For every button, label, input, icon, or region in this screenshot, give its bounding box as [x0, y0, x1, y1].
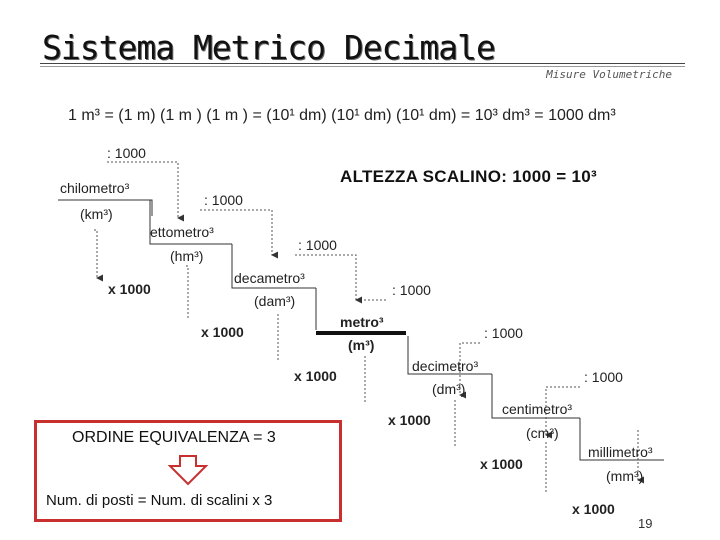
multiply-arrow-line — [94, 230, 97, 278]
step-symbol-cm3: (cm³) — [526, 425, 559, 441]
page-number: 19 — [638, 516, 653, 531]
divide-label: : 1000 — [204, 192, 243, 208]
multiply-label: x 1000 — [108, 281, 151, 297]
rule-box-title: ORDINE EQUIVALENZA = 3 — [72, 429, 276, 446]
step-symbol-dm3: (dm³) — [432, 381, 466, 397]
multiply-label: x 1000 — [572, 501, 615, 517]
step-label-dm3: decimetro³ — [412, 358, 479, 374]
slide-title: Sistema Metrico Decimale — [42, 28, 495, 67]
multiply-label: x 1000 — [388, 412, 431, 428]
multiply-arrow-line — [184, 266, 188, 318]
step-height-headline: ALTEZZA SCALINO: 1000 = 10³ — [340, 167, 598, 186]
rule-box-text: Num. di posti = Num. di scalini x 3 — [46, 492, 273, 509]
step-label-km3: chilometro³ — [60, 180, 130, 196]
divide-label: : 1000 — [298, 237, 337, 253]
step-symbol-mm3: (mm³) — [606, 468, 644, 484]
volume-formula: 1 m³ = (1 m) (1 m ) (1 m ) = (10¹ dm) (10¹ dm) (10¹ dm) = 10³ dm³ = 1000 dm³ — [68, 107, 616, 124]
multiply-label: x 1000 — [294, 368, 337, 384]
slide-subtitle: Misure Volumetriche — [546, 68, 672, 81]
step-label-m3: metro³ — [340, 314, 384, 330]
divide-label: : 1000 — [484, 325, 523, 341]
step-label-mm3: millimetro³ — [588, 444, 653, 460]
step-label-dam3: decametro³ — [234, 270, 305, 286]
step-label-hm3: ettometro³ — [150, 224, 214, 240]
divide-label: : 1000 — [584, 369, 623, 385]
divide-label: : 1000 — [392, 282, 431, 298]
multiply-label: x 1000 — [201, 324, 244, 340]
multiply-label: x 1000 — [480, 456, 523, 472]
divide-label: : 1000 — [107, 145, 146, 161]
step-symbol-km3: (km³) — [80, 206, 113, 222]
step-symbol-m3: (m³) — [348, 337, 375, 353]
step-label-cm3: centimetro³ — [502, 401, 573, 417]
step-symbol-hm3: (hm³) — [170, 248, 204, 264]
step-symbol-dam3: (dam³) — [254, 293, 296, 309]
